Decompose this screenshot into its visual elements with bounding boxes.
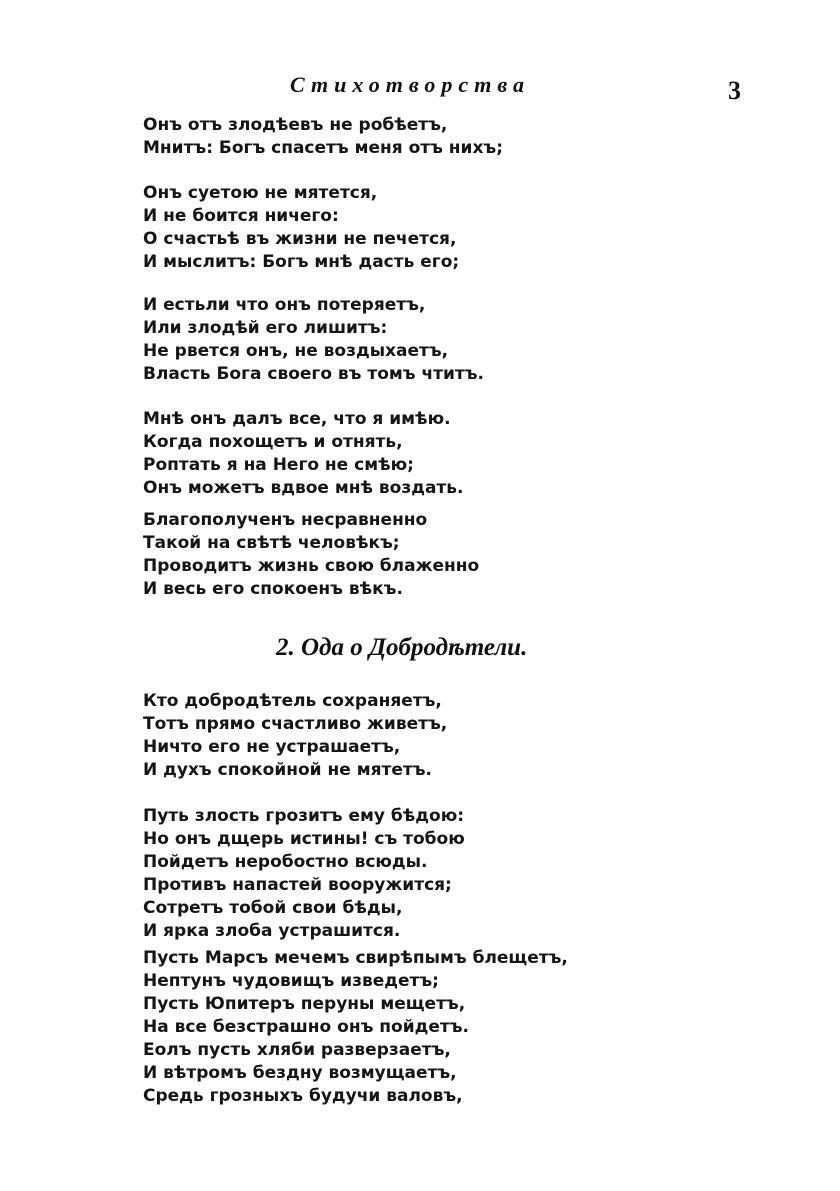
ode-stanza-3 bbox=[143, 947, 703, 1108]
verse-line: Проводитъ жизнь свою блаженно bbox=[143, 556, 480, 576]
verse-line: И не боится ничего: bbox=[143, 206, 339, 226]
verse-line: И мыслитъ: Богъ мнѣ дасть его; bbox=[143, 252, 460, 272]
running-header: Стихотворства bbox=[290, 72, 530, 97]
verse-line: О счастьѣ въ жизни не печется, bbox=[143, 229, 457, 249]
verse-line: Онъ суетою не мятется, bbox=[143, 183, 378, 203]
stanza-4 bbox=[143, 408, 703, 500]
verse-line: Благополученъ несравненно bbox=[143, 510, 428, 530]
verse-line: И ярка злоба устрашится. bbox=[143, 921, 401, 941]
verse-line: Средь грозныхъ будучи валовъ, bbox=[143, 1086, 463, 1106]
section-title: 2. Ода о Добродѣтели. bbox=[276, 634, 528, 661]
verse-line: Роптать я на Него не смѣю; bbox=[143, 455, 414, 475]
verse-line: И весь его спокоенъ вѣкъ. bbox=[143, 579, 403, 599]
verse-line: Противъ напастей вооружится; bbox=[143, 875, 452, 895]
verse-line: Нептунъ чудовищъ изведетъ; bbox=[143, 971, 439, 991]
verse-line: Сотретъ тобой свои бѣды, bbox=[143, 898, 403, 918]
verse-line: Еолъ пусть хляби разверзаетъ, bbox=[143, 1040, 451, 1060]
verse-line: Кто добродѣтель сохраняетъ, bbox=[143, 691, 442, 711]
verse-line: На все безстрашно онъ пойдетъ. bbox=[143, 1017, 469, 1037]
page-number: 3 bbox=[728, 76, 741, 105]
verse-line: Пойдетъ неробостно всюды. bbox=[143, 852, 428, 872]
verse-line: Ничто его не устрашаетъ, bbox=[143, 737, 401, 757]
ode-stanza-1 bbox=[143, 690, 703, 782]
stanza-5 bbox=[143, 509, 703, 601]
verse-line: Или злодѣй его лишитъ: bbox=[143, 318, 388, 338]
stanza-3 bbox=[143, 294, 703, 386]
verse-line: Такой на свѣтѣ человѣкъ; bbox=[143, 533, 400, 553]
verse-line: Не рвется онъ, не воздыхаетъ, bbox=[143, 341, 449, 361]
stanza-2 bbox=[143, 182, 703, 274]
verse-line: И духъ спокойной не мятетъ. bbox=[143, 760, 432, 780]
ode-stanza-2 bbox=[143, 805, 703, 943]
verse-line: Тотъ прямо счастливо живетъ, bbox=[143, 714, 448, 734]
verse-line: Путь злость грозитъ ему бѣдою: bbox=[143, 806, 465, 826]
stanza-1 bbox=[143, 114, 703, 160]
verse-line: Но онъ дщерь истины! съ тобою bbox=[143, 829, 465, 849]
verse-line: И вѣтромъ бездну возмущаетъ, bbox=[143, 1063, 457, 1083]
verse-line: Мнитъ: Богъ спасетъ меня отъ нихъ; bbox=[143, 138, 504, 158]
verse-line: Власть Бога своего въ томъ чтитъ. bbox=[143, 364, 485, 384]
verse-line: И естьли что онъ потеряетъ, bbox=[143, 295, 426, 315]
verse-line: Пусть Марсъ мечемъ свирѣпымъ блещетъ, bbox=[143, 948, 568, 968]
verse-line: Мнѣ онъ далъ все, что я имѣю. bbox=[143, 409, 451, 429]
verse-line: Онъ можетъ вдвое мнѣ воздать. bbox=[143, 478, 464, 498]
verse-line: Когда похощетъ и отнять, bbox=[143, 432, 403, 452]
verse-line: Онъ отъ злодѣевъ не робѣетъ, bbox=[143, 115, 448, 135]
verse-line: Пусть Юпитеръ перуны мещетъ, bbox=[143, 994, 466, 1014]
